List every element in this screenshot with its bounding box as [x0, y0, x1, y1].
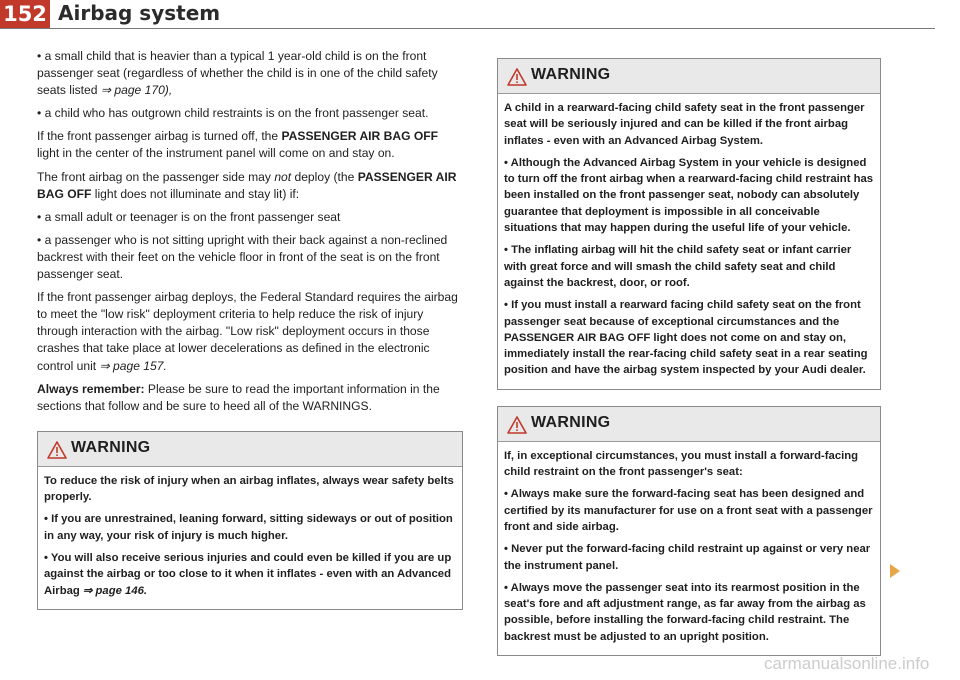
- warning-text: • Always make sure the forward-facing seat has been designed and certified by its manufacturer for use on a front seat with a passenger front and side airbag.: [504, 488, 873, 533]
- paragraph: Always remember: Please be sure to read the important information in the sections that follow and be sure to heed all of the WARNINGS.: [37, 381, 440, 413]
- warning-text: • You will also receive serious injuries and could even be killed if you are up against the airbag or too close to it when it inflates - even with an Advanced Airbag ⇒ page 146.: [44, 551, 452, 597]
- page-reference[interactable]: ⇒ page 146.: [82, 584, 148, 597]
- paragraph: • a child who has outgrown child restraints is on the front passenger seat.: [37, 106, 429, 121]
- paragraph: • a small child that is heavier than a typical 1 year-old child is on the front passenger seat (regardless of whether the child is in one of the child safety seats listed ⇒ page 170),: [37, 49, 438, 98]
- warning-triangle-icon: [507, 416, 527, 434]
- warning-text: • Always move the passenger seat into its rearmost position in the seat's fore and aft adjustment range, as far away from the airbag as possible, before installing the forward-facing child restraint. The backrest must be adjusted to an upright position.: [504, 581, 866, 643]
- paragraph: The front airbag on the passenger side may not deploy (the PASSENGER AIR BAG OFF light does not illuminate and stay lit) if:: [37, 169, 457, 201]
- page-reference[interactable]: ⇒ page 157.: [99, 358, 167, 373]
- page-number: 152: [0, 0, 50, 28]
- warning-header: [498, 407, 880, 442]
- watermark: carmanualsonline.info: [764, 654, 930, 673]
- warning-text: • The inflating airbag will hit the child safety seat or infant carrier with great force and will smash the child safety seat and child against the backrest, door, or roof.: [504, 244, 852, 289]
- paragraph: If the front passenger airbag deploys, the Federal Standard requires the airbag to meet the "low risk" deployment criteria to help reduce the risk of injury through interaction with the airbag. "Low risk" deployment occurs in those crashes that take place at lower decelerations as defined in the electronic control unit ⇒ page 157.: [37, 290, 458, 373]
- warning-title: WARNING: [531, 66, 611, 83]
- warning-body: [38, 467, 462, 609]
- warning-text: If, in exceptional circumstances, you must install a forward-facing child restraint on the front passenger's seat:: [504, 449, 859, 479]
- page-header: [0, 0, 960, 40]
- warning-text: A child in a rearward-facing child safety seat in the front passenger seat will be seriously injured and can be killed if the front airbag inflates - even with an Advanced Airbag System.: [504, 102, 865, 147]
- warning-text: • If you are unrestrained, leaning forward, sitting sideways or out of position in any way, your risk of injury is much higher.: [44, 513, 453, 542]
- paragraph: If the front passenger airbag is turned off, the PASSENGER AIR BAG OFF light in the center of the instrument panel will come on and stay on.: [37, 129, 439, 161]
- warning-triangle-icon: [507, 68, 527, 86]
- warning-header: [38, 432, 462, 467]
- warning-box-forward-child-seat: [497, 406, 881, 656]
- paragraph: • a small adult or teenager is on the front passenger seat: [37, 209, 341, 224]
- section-title: Airbag system: [58, 1, 221, 25]
- left-column: [37, 48, 463, 610]
- warning-title: WARNING: [71, 438, 151, 456]
- warning-title: WARNING: [531, 413, 611, 431]
- warning-body: [498, 94, 880, 389]
- header-divider: [0, 28, 935, 29]
- page-reference[interactable]: ⇒ page 170),: [100, 83, 173, 98]
- warning-text: • Never put the forward-facing child restraint up against or very near the instrument panel.: [504, 543, 871, 572]
- warning-text: • If you must install a rearward facing child safety seat on the front passenger seat because of exceptional circumstances and the PASSENGER AIR BAG OFF light does not come on and stay on, immediately install the rear-facing child safety seat in a rear seating position and have the airbag system inspected by your Audi dealer.: [504, 299, 868, 377]
- paragraph: • a passenger who is not sitting upright with their back against a non-reclined backrest with their feet on the vehicle floor in front of the seat is on the front passenger seat.: [37, 232, 448, 282]
- warning-header: [498, 59, 880, 94]
- right-column: [497, 58, 881, 656]
- warning-text: To reduce the risk of injury when an airbag inflates, always wear safety belts properly.: [44, 474, 454, 504]
- warning-text: • Although the Advanced Airbag System in your vehicle is designed to turn off the front airbag when a rearward-facing child restraint has been installed on the front passenger seat, nobody can absolutely guarantee that deployment is impossible in all conceivable situations that may happen during the useful life of your vehicle.: [504, 156, 874, 235]
- warning-triangle-icon: [47, 441, 67, 459]
- continue-arrow-icon[interactable]: [890, 564, 900, 578]
- warning-box-safety-belts: [37, 431, 463, 610]
- warning-box-rearward-child-seat: [497, 58, 881, 390]
- warning-body: [498, 442, 880, 655]
